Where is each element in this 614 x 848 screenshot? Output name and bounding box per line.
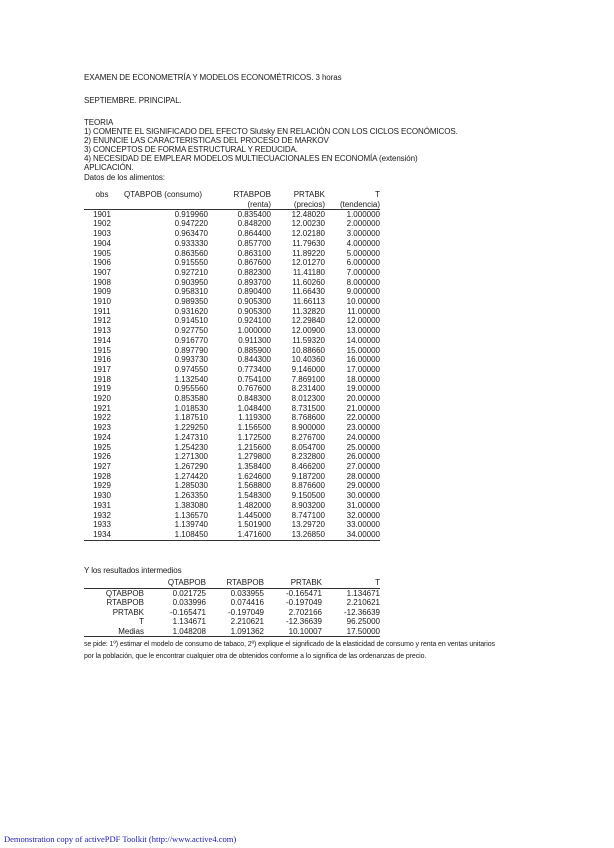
table-cell: 27.00000 [346,461,380,471]
column-subheader [84,200,120,210]
table-row [84,608,380,618]
table-cell: 12.00900 [291,326,325,336]
row-year: 1919 [93,384,111,394]
row-year: 1921 [93,403,111,413]
row-year: 1907 [93,267,111,277]
column-header: PRTABK [264,578,322,588]
row-year: 1925 [93,442,111,452]
table-row [84,423,380,433]
table-cell: 12.01270 [291,258,325,268]
table-cell: 4.000000 [346,238,380,248]
table-row [84,239,380,249]
row-label: QTABPOB [105,588,144,598]
row-year: 1901 [93,209,111,219]
table-cell: -12.36639 [285,617,322,626]
table-cell: 17.00000 [346,364,380,374]
table-cell: 0.848200 [237,219,271,229]
table-cell: 1.000000 [237,326,271,336]
table-cell: 1.091362 [206,627,264,637]
table-cell: -0.197049 [285,598,322,607]
table-cell: 0.754100 [237,374,271,384]
table-row [84,384,380,394]
table-cell: 0.911300 [238,335,271,345]
table-cell: 1.156500 [237,423,271,433]
table-cell: 1.501900 [237,520,271,530]
row-label: Medias [84,627,148,637]
table-cell: 1.358400 [237,461,271,471]
column-header: obs [95,190,109,199]
table-cell: 1.279800 [237,452,271,462]
row-year: 1905 [93,248,111,258]
table-cell: 0.853580 [174,394,208,404]
table-cell: 1.136570 [174,510,208,520]
table-cell: 12.48020 [291,209,325,219]
table-row [84,511,380,521]
table-row [84,268,380,278]
table-subheader-row [84,200,380,210]
table-cell: 1.134671 [172,617,206,626]
question-line: se pide: 1º) estimar el modelo de consumo de tabaco, 2º) explique el significado de la elasticidad de consumo y renta en ventas unitarios [84,641,495,648]
row-year: 1927 [93,461,111,471]
table-cell: 1.172500 [237,432,271,442]
theory-heading: TEORIA [84,118,114,127]
table-cell: 13.00000 [346,326,380,336]
table-cell: 0.933330 [174,238,208,248]
table-cell: 9.187200 [291,471,325,481]
table-cell: 0.844300 [237,355,271,365]
table-row [84,481,380,491]
table-row [84,443,380,453]
table-cell: 1.187510 [174,413,208,423]
table-cell: 1.000000 [346,209,380,219]
table-cell: 34.00000 [325,530,380,540]
exam-subtitle: SEPTIEMBRE. PRINCIPAL. [84,96,182,105]
table-cell: 1.271300 [174,452,208,462]
table-cell: 26.00000 [346,452,380,462]
table-cell: 2.210621 [346,598,380,607]
table-cell: 1.215600 [237,442,271,452]
table-cell: 0.021725 [172,588,206,598]
data-table [84,190,380,541]
table-row [84,307,380,317]
table-cell: -0.165471 [285,588,322,598]
table-cell: 8.012300 [291,394,325,404]
table-header-row [84,578,380,588]
table-cell: 7.869100 [291,374,325,384]
question-line: por la población, que le encontrar cualquier otra de obtenidos conforme a lo significa de las ordenanzas de precio. [84,653,427,660]
row-year: 1902 [93,219,111,229]
table-cell: 17.50000 [322,627,380,637]
table-cell: 0.882300 [237,267,271,277]
table-cell: 32.00000 [346,510,380,520]
table-cell: 1.285030 [174,481,208,491]
table-row [84,219,380,229]
table-cell: 8.054700 [291,442,325,452]
column-subheader: (renta) [210,200,271,210]
table-row [84,530,380,540]
table-cell: 12.29840 [291,316,325,326]
table-cell: 1.247310 [174,432,208,442]
table-cell: 1.254230 [174,442,208,452]
table-cell: 96.25000 [346,617,380,626]
table-cell: 0.074416 [230,598,264,607]
row-year: 1904 [93,238,111,248]
table-cell: 13.26850 [271,530,325,540]
table-cell: 1.018530 [174,403,208,413]
table-row [84,346,380,356]
table-cell: 0.903950 [174,277,208,287]
table-cell: 0.885900 [237,345,271,355]
table-cell: 31.00000 [346,500,380,510]
table-row [84,491,380,501]
table-cell: 16.00000 [346,355,380,365]
table-cell: 0.915550 [174,258,208,268]
table-cell: 0.905300 [237,306,271,316]
table-cell: 1.471600 [210,530,271,540]
table-cell: 10.88660 [291,345,325,355]
row-year: 1913 [93,326,111,336]
table-row [84,598,380,608]
table-cell: 11.00000 [347,306,380,316]
table-cell: 22.00000 [346,413,380,423]
table-cell: 0.955560 [174,384,208,394]
row-year: 1906 [93,258,111,268]
table-cell: 1.134671 [346,588,380,598]
table-cell: 11.41180 [292,267,325,277]
table-cell: 7.000000 [346,267,380,277]
table-cell: 12.00000 [346,316,380,326]
table-cell: 11.59320 [292,335,325,345]
table-cell: 1.048400 [237,403,271,413]
table-row [84,287,380,297]
row-year: 1930 [93,491,111,501]
table-row [84,297,380,307]
table-cell: 11.32820 [292,306,325,316]
table-cell: 12.02180 [291,229,325,239]
table-cell: 10.10007 [264,627,322,637]
table-cell: 2.000000 [346,219,380,229]
table-cell: -0.165471 [169,607,206,617]
table-cell: 28.00000 [346,471,380,481]
table-cell: 0.033996 [172,598,206,607]
table-cell: 1.108450 [120,530,210,540]
exam-title: EXAMEN DE ECONOMETRÍA Y MODELOS ECONOMÉTRICOS. 3 horas [84,73,342,82]
table-cell: 0.897790 [174,345,208,355]
row-label: T [139,617,144,626]
table-cell: 15.00000 [346,345,380,355]
table-cell: 9.000000 [346,287,380,297]
table-cell: 1.568800 [237,481,271,491]
table-row [84,229,380,239]
table-row [84,336,380,346]
table-row [84,588,380,598]
theory-item: 4) NECESIDAD DE EMPLEAR MODELOS MULTIECUACIONALES EN ECONOMÍA (extensión) [84,154,418,163]
table-cell: 25.00000 [346,442,380,452]
row-label: RTABPOB [106,598,144,607]
table-row [84,404,380,414]
column-header: T [322,578,380,588]
table-cell: 9.150500 [291,491,325,501]
table-cell: 1.274420 [174,471,208,481]
table-cell: 0.867600 [237,258,271,268]
row-year: 1929 [93,481,111,491]
row-year: 1934 [84,530,120,540]
table-cell: 1.482000 [237,500,271,510]
table-cell: 0.989350 [174,297,208,307]
table-cell: 8.900000 [291,423,325,433]
column-header: QTABPOB [148,578,206,588]
table-cell: 1.229250 [174,423,208,433]
intermediate-table-body [84,588,380,637]
table-cell: 8.768600 [291,413,325,423]
table-cell: 0.993730 [174,355,208,365]
table-cell: 1.139740 [174,520,208,530]
table-cell: 0.974550 [174,364,208,374]
table-cell: 0.893700 [237,277,271,287]
table-cell: 0.848300 [237,394,271,404]
table-cell: 0.890400 [237,287,271,297]
table-cell: -12.36639 [343,607,380,617]
table-cell: 24.00000 [346,432,380,442]
table-row [84,452,380,462]
theory-item: 3) CONCEPTOS DE FORMA ESTRUCTURAL Y REDUCIDA. [84,145,298,154]
table-row [84,617,380,627]
table-cell: 11.79630 [292,238,325,248]
table-row [84,413,380,423]
table-cell: 18.00000 [346,374,380,384]
table-cell: 33.00000 [346,520,380,530]
table-cell: 0.914510 [174,316,208,326]
table-cell: 0.863100 [237,248,271,258]
table-cell: 0.835400 [237,209,271,219]
row-year: 1917 [93,364,111,374]
data-table-body [84,209,380,540]
table-row [84,316,380,326]
table-cell: 6.000000 [346,258,380,268]
row-year: 1933 [93,520,111,530]
table-cell: 0.905300 [237,297,271,307]
column-header: RTABPOB [206,578,264,588]
row-year: 1912 [93,316,111,326]
row-year: 1928 [93,471,111,481]
row-label: PRTABK [112,607,144,617]
intermediate-table [84,578,380,637]
table-cell: 20.00000 [346,394,380,404]
table-cell: 2.210621 [230,617,264,626]
table-cell: 11.89220 [292,248,325,258]
table-cell: 0.919960 [174,209,208,219]
table-cell: 0.863560 [174,248,208,258]
table-cell: 10.40360 [291,355,325,365]
table-row [84,472,380,482]
table-cell: 3.000000 [346,229,380,239]
watermark-footer: Demonstration copy of activePDF Toolkit (http://www.active4.com) [4,834,237,844]
table-cell: -0.197049 [227,607,264,617]
row-year: 1922 [93,413,111,423]
table-cell: 1.263350 [174,491,208,501]
table-cell: 1.267290 [174,461,208,471]
table-row [84,520,380,530]
table-cell: 1.132540 [174,374,208,384]
table-cell: 9.146000 [291,364,325,374]
table-row [84,433,380,443]
row-year: 1903 [93,229,111,239]
table-cell: 21.00000 [346,403,380,413]
table-cell: 8.232800 [291,452,325,462]
table-cell: 8.466200 [291,461,325,471]
intermediate-caption: Y los resultados intermedios [84,566,182,575]
table-cell: 10.00000 [346,297,380,307]
table-cell: 0.033955 [230,588,264,598]
table-row [84,462,380,472]
table-row [84,627,380,637]
row-year: 1924 [93,432,111,442]
table-cell: 1.048208 [148,627,206,637]
row-year: 1920 [93,394,111,404]
table-cell: 0.931620 [174,306,208,316]
table-cell: 8.000000 [346,277,380,287]
table-cell: 0.857700 [237,238,271,248]
table-cell: 8.747100 [291,510,325,520]
table-cell: 1.383080 [174,500,208,510]
table-cell: 14.00000 [346,335,380,345]
row-year: 1931 [93,500,111,510]
table-cell: 11.66430 [292,287,325,297]
table-cell: 1.119300 [238,413,271,423]
table-row [84,249,380,259]
table-cell: 0.864400 [237,229,271,239]
table-cell: 1.445000 [237,510,271,520]
table-cell: 11.66113 [292,297,325,307]
row-year: 1932 [93,510,111,520]
table-cell: 0.916770 [174,335,208,345]
column-header: QTABPOB (consumo) [124,190,203,199]
table-cell: 0.767600 [237,384,271,394]
data-caption: Datos de los alimentos: [84,173,165,182]
table-cell: 8.276700 [291,432,325,442]
table-row [84,278,380,288]
table-cell: 29.00000 [346,481,380,491]
row-year: 1908 [93,277,111,287]
table-row [84,394,380,404]
table-cell: 0.773400 [237,364,271,374]
table-cell: 13.29720 [291,520,325,530]
table-row [84,326,380,336]
table-cell: 8.731500 [291,403,325,413]
column-subheader: (precios) [271,200,325,210]
table-cell: 0.927210 [174,267,208,277]
row-year: 1909 [93,287,111,297]
table-cell: 0.927750 [174,326,208,336]
row-year: 1923 [93,423,111,433]
table-cell: 8.876600 [291,481,325,491]
column-subheader [120,200,210,210]
table-cell: 5.000000 [346,248,380,258]
theory-item: 1) COMENTE EL SIGNIFICADO DEL EFECTO Slutsky EN RELACIÓN CON LOS CICLOS ECONÓMICOS. [84,127,458,136]
table-cell: 2.702166 [288,607,322,617]
table-cell: 0.958310 [174,287,208,297]
table-cell: 23.00000 [346,423,380,433]
row-year: 1916 [93,355,111,365]
table-cell: 8.903200 [291,500,325,510]
column-header [84,578,148,588]
table-row [84,501,380,511]
row-year: 1911 [93,306,111,316]
theory-item: 2) ENUNCIE LAS CARACTERISTICAS DEL PROCESO DE MARKOV [84,136,329,145]
table-header-row [84,190,380,200]
table-cell: 0.947220 [174,219,208,229]
table-row [84,258,380,268]
row-year: 1910 [93,297,111,307]
table-cell: 1.624600 [237,471,271,481]
table-cell: 0.924100 [237,316,271,326]
table-cell: 11.60260 [292,277,325,287]
row-year: 1915 [93,345,111,355]
row-year: 1918 [93,374,111,384]
row-year: 1914 [93,335,111,345]
column-header: RTABPOB [233,190,271,199]
table-cell: 12.00230 [291,219,325,229]
column-header: T [375,190,380,199]
table-cell: 30.00000 [346,491,380,501]
table-row [84,209,380,219]
column-header: PRTABK [293,190,325,199]
application-heading: APLICACIÓN. [84,163,134,172]
table-row [84,355,380,365]
table-cell: 8.231400 [291,384,325,394]
row-year: 1926 [93,452,111,462]
table-cell: 1.548300 [237,491,271,501]
column-subheader: (tendencia) [325,200,380,210]
table-cell: 0.963470 [174,229,208,239]
table-row [84,375,380,385]
table-cell: 19.00000 [346,384,380,394]
table-row [84,365,380,375]
